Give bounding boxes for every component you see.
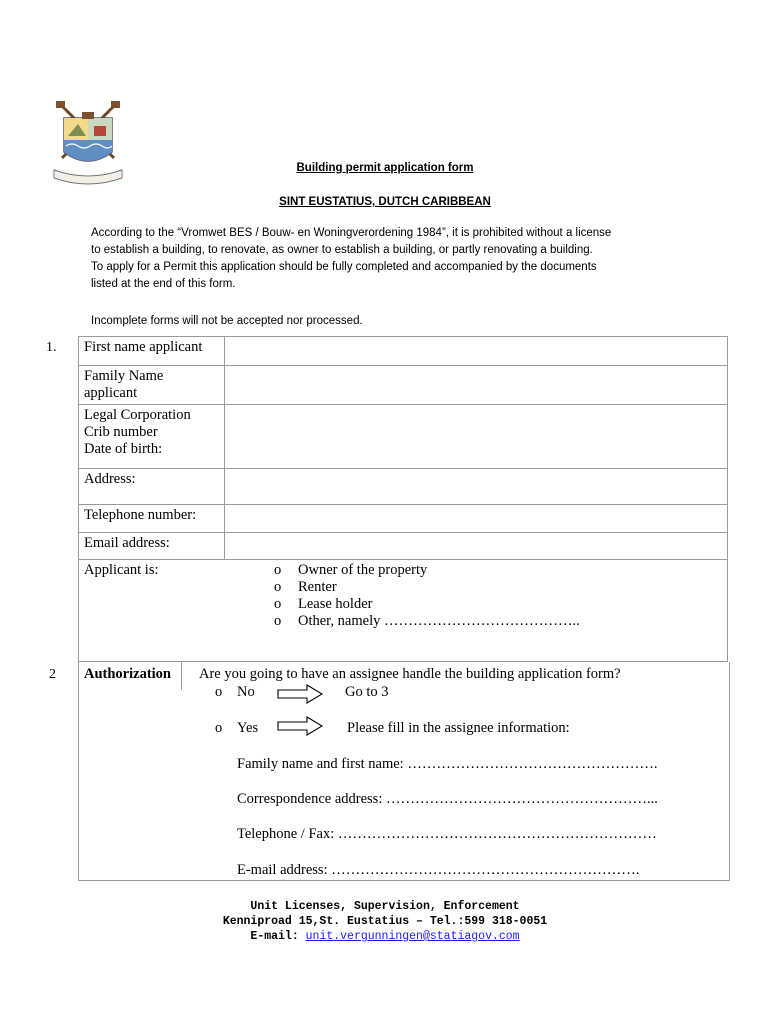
dob-label: Date of birth:: [84, 441, 163, 457]
email-label: Email address:: [79, 533, 225, 560]
option-lease-holder[interactable]: [274, 596, 580, 613]
yes-option[interactable]: Yes: [237, 720, 259, 736]
legal-corp-field[interactable]: [225, 405, 728, 469]
option-label: Lease holder: [298, 596, 373, 612]
option-bullet: o: [274, 613, 282, 629]
assignee-email-line[interactable]: E-mail address: ……………………………………………………….: [237, 862, 640, 878]
intro-line: listed at the end of this form.: [91, 278, 236, 290]
section-2-number: 2: [49, 667, 56, 682]
footer-email-prefix: E-mail:: [250, 930, 306, 943]
first-name-label: First name applicant: [79, 337, 225, 366]
legal-corp-cell: [79, 405, 225, 469]
telephone-field[interactable]: [225, 505, 728, 533]
family-name-label: Family Name applicant: [79, 366, 225, 405]
footer-email-link[interactable]: unit.vergunningen@statiagov.com: [305, 930, 520, 943]
assignee-question: Are you going to have an assignee handle the building application form?: [199, 666, 621, 682]
column-divider: [181, 662, 182, 690]
applicant-type-cell: [79, 560, 728, 662]
option-bullet: o: [274, 562, 282, 578]
yes-bullet: o: [215, 720, 223, 736]
address-label: Address:: [79, 469, 225, 505]
footer: [0, 899, 770, 944]
authorization-label: Authorization: [84, 666, 171, 682]
intro-paragraph: [91, 225, 711, 293]
yes-action: Please fill in the assignee information:: [347, 720, 570, 736]
address-field[interactable]: [225, 469, 728, 505]
footer-address: Kenniproad 15,St. Eustatius – Tel.:599 318-0051: [222, 915, 548, 928]
form-subtitle: SINT EUSTATIUS, DUTCH CARIBBEAN: [279, 196, 491, 208]
option-owner[interactable]: [274, 562, 580, 579]
authorization-section: [78, 662, 730, 881]
telephone-label: Telephone number:: [79, 505, 225, 533]
crib-label: Crib number: [84, 424, 158, 440]
arrow-right-icon: [277, 684, 323, 704]
intro-line: According to the “Vromwet BES / Bouw- en Woningverordening 1984”, it is prohibited without a license: [91, 227, 612, 239]
family-name-field[interactable]: [225, 366, 728, 405]
no-bullet: o: [215, 684, 223, 700]
applicant-table: [78, 336, 728, 662]
option-bullet: o: [274, 579, 282, 595]
intro-line: To apply for a Permit this application should be fully completed and accompanied by the documents: [91, 261, 597, 273]
option-renter[interactable]: [274, 579, 580, 596]
no-option[interactable]: No: [237, 684, 255, 700]
assignee-correspondence-line[interactable]: Correspondence address: ………………………………………………...: [237, 791, 658, 807]
option-label: Other, namely …………………………………..: [298, 613, 580, 629]
email-field[interactable]: [225, 533, 728, 560]
applicant-is-label: Applicant is:: [84, 562, 159, 578]
footer-email-line: [0, 929, 770, 944]
applicant-type-options: [219, 562, 580, 630]
option-label: Owner of the property: [298, 562, 428, 578]
assignee-telephone-line[interactable]: Telephone / Fax: …………………………………………………………: [237, 826, 657, 842]
arrow-right-icon: [277, 716, 323, 736]
option-other[interactable]: [274, 613, 580, 630]
form-title: Building permit application form: [296, 162, 474, 174]
first-name-field[interactable]: [225, 337, 728, 366]
legal-corp-label: Legal Corporation: [84, 407, 191, 423]
footer-unit: Unit Licenses, Supervision, Enforcement: [250, 900, 520, 913]
assignee-family-name-line[interactable]: Family name and first name: …………………………………………….: [237, 756, 658, 772]
option-bullet: o: [274, 596, 282, 612]
section-1-number: 1.: [46, 340, 57, 355]
option-label: Renter: [298, 579, 337, 595]
intro-line: to establish a building, to renovate, as owner to establish a building, or partly renovating a building.: [91, 244, 593, 256]
no-action: Go to 3: [345, 684, 389, 700]
incomplete-warning: Incomplete forms will not be accepted nor processed.: [91, 315, 363, 327]
